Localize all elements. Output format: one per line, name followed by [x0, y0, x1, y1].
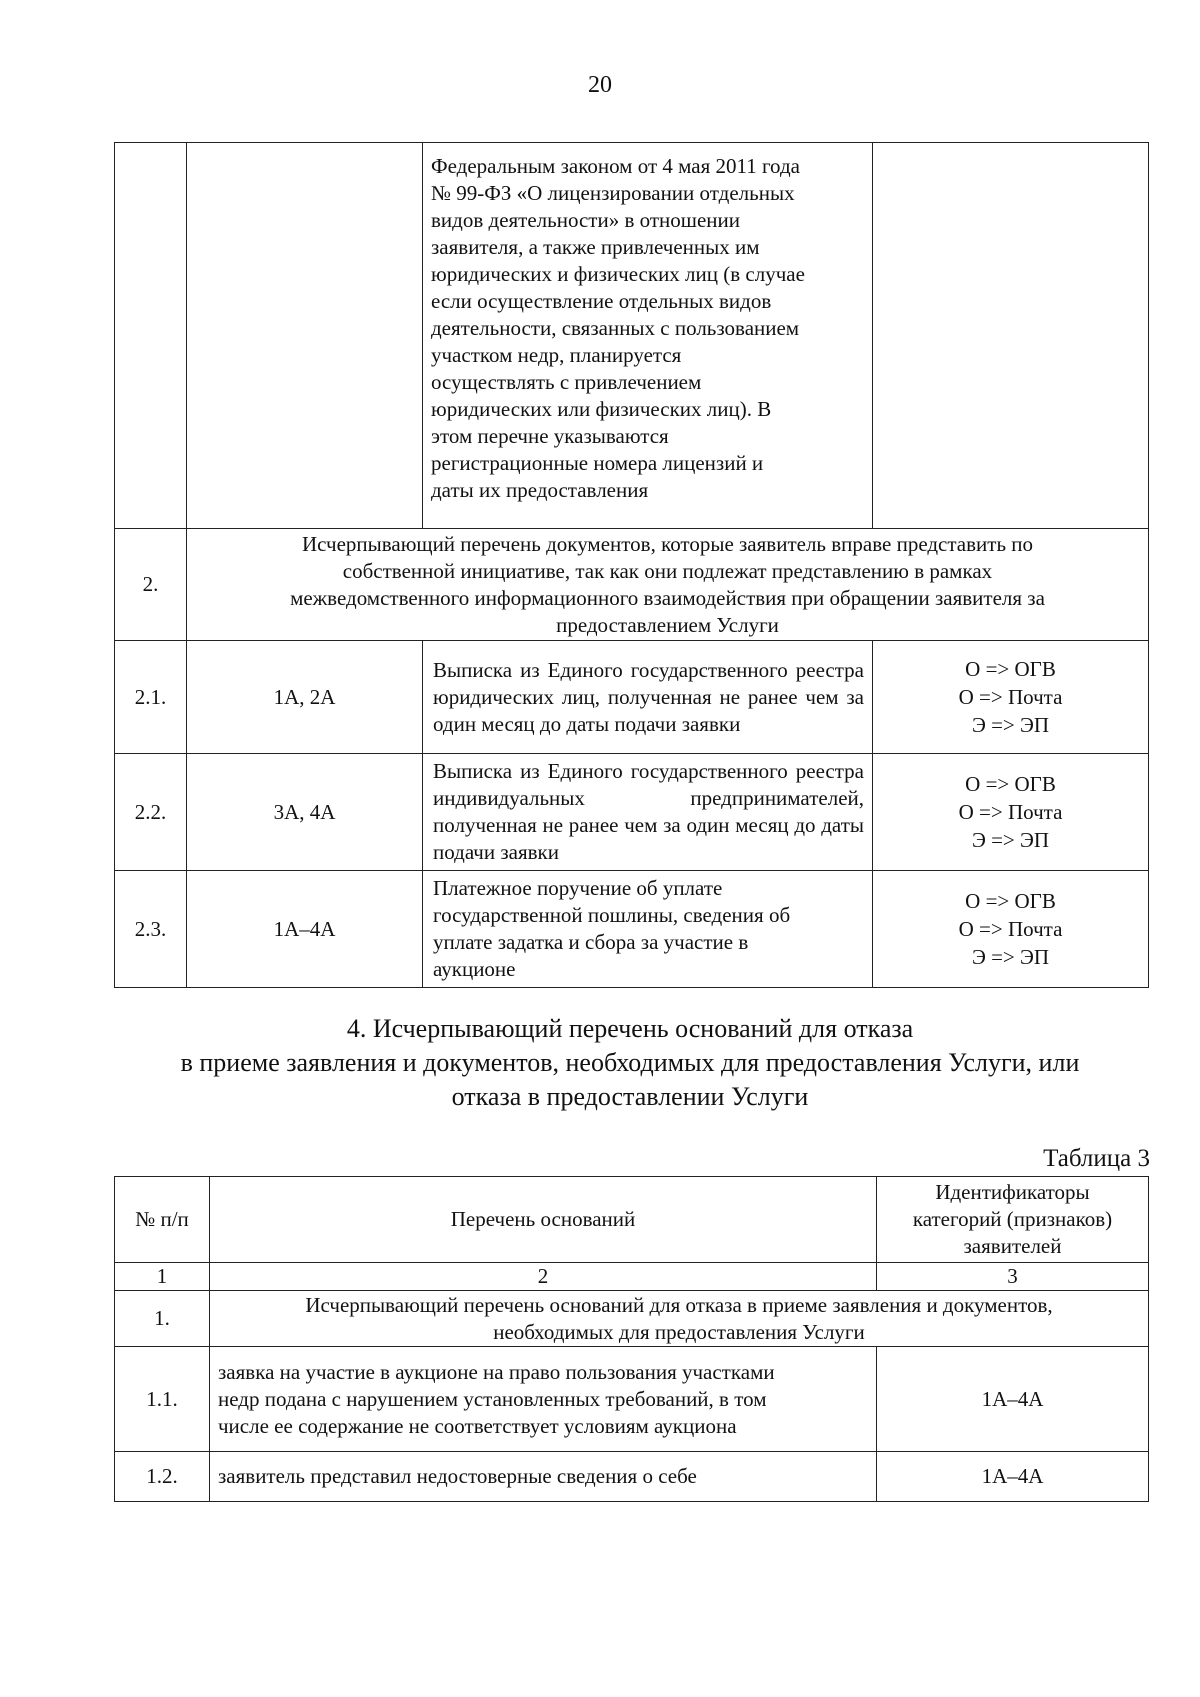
column-number-row: [115, 1263, 1149, 1291]
document-line: осуществлять с привлечением: [431, 370, 702, 394]
document-line: № 99-ФЗ «О лицензировании отдельных: [431, 181, 795, 205]
row-number: 2.2.: [115, 754, 187, 871]
document-line: аукционе: [433, 957, 516, 981]
document-line: если осуществление отдельных видов: [431, 289, 772, 313]
row-submission: [873, 871, 1149, 988]
header-ids-line: Идентификаторы: [935, 1180, 1090, 1204]
section-number: 2.: [115, 529, 187, 641]
ground-line: заявитель представил недостоверные сведения о себе: [218, 1464, 697, 1488]
ground-line: заявка на участие в аукционе на право пользования участками: [218, 1359, 775, 1384]
submission-method: Э => ЭП: [971, 945, 1050, 969]
row-ids: 1А–4А: [877, 1347, 1149, 1452]
section-title: [187, 529, 1149, 641]
row-submission: [873, 641, 1149, 754]
documents-table-continued: [114, 142, 1149, 988]
document-line: уплате задатка и сбора за участие в: [433, 930, 749, 954]
row-ids: 1А–4А: [877, 1452, 1149, 1502]
row-categories: 3А, 4А: [187, 754, 423, 871]
section-title: [210, 1291, 1149, 1347]
document-line: государственной пошлины, сведения об: [433, 903, 791, 927]
column-number: 3: [877, 1263, 1149, 1291]
row-submission: [873, 754, 1149, 871]
submission-method: Э => ЭП: [971, 713, 1050, 737]
table-row: [115, 754, 1149, 871]
section-title-line: Исчерпывающий перечень оснований для отказа в приеме заявления и документов,: [305, 1292, 1053, 1317]
submission-method: О => Почта: [958, 800, 1063, 824]
row-number: 2.1.: [115, 641, 187, 754]
submission-method: Э => ЭП: [971, 828, 1050, 852]
heading-line: 4. Исчерпывающий перечень оснований для отказа: [346, 1014, 914, 1043]
document-line: юридических и физических лиц (в случае: [431, 262, 805, 286]
row-document: [423, 143, 873, 529]
document-line: юридических или физических лиц). В: [431, 397, 772, 421]
section-number: 1.: [115, 1291, 210, 1347]
header-num: № п/п: [115, 1177, 210, 1263]
table-row: [115, 143, 1149, 529]
header-ids-line: категорий (признаков): [912, 1207, 1113, 1231]
row-number: 1.2.: [115, 1452, 210, 1502]
column-number: 2: [210, 1263, 877, 1291]
submission-method: О => Почта: [958, 917, 1063, 941]
submission-method: О => ОГВ: [965, 889, 1056, 913]
table-caption: Таблица 3: [1043, 1145, 1150, 1172]
section-title-line: Исчерпывающий перечень документов, которые заявитель вправе представить по: [301, 531, 1034, 556]
table-row: [115, 1347, 1149, 1452]
row-document: Выписка из Единого государственного реестра индивидуальных предпринимателей, полученная не ранее чем за один месяц до даты подачи заявки: [423, 754, 873, 871]
row-categories: [187, 143, 423, 529]
section-row: [115, 1291, 1149, 1347]
document-line: этом перечне указываются: [431, 424, 669, 448]
row-document: [423, 871, 873, 988]
submission-method: О => ОГВ: [965, 772, 1056, 796]
refusal-grounds-table: [114, 1176, 1149, 1502]
document-line: видов деятельности» в отношении: [431, 208, 740, 232]
table-row: [115, 1452, 1149, 1502]
column-number: 1: [115, 1263, 210, 1291]
document-line: регистрационные номера лицензий и: [431, 451, 764, 475]
header-ids: [877, 1177, 1149, 1263]
document-line: Платежное поручение об уплате: [433, 876, 723, 900]
row-ground: [210, 1347, 877, 1452]
section-title-line: необходимых для предоставления Услуги: [493, 1319, 865, 1344]
ground-line: недр подана с нарушением установленных требований, в том: [218, 1386, 767, 1411]
section-heading: [120, 1012, 1140, 1114]
row-ground: [210, 1452, 877, 1502]
row-number: 2.3.: [115, 871, 187, 988]
row-document: Выписка из Единого государственного реестра юридических лиц, полученная не ранее чем за один месяц до даты подачи заявки: [423, 641, 873, 754]
document-line: участком недр, планируется: [431, 343, 682, 367]
header-grounds: Перечень оснований: [210, 1177, 877, 1263]
table-row: [115, 641, 1149, 754]
page-number: 20: [588, 72, 612, 98]
section-title-line: предоставлением Услуги: [556, 612, 779, 637]
section-title-line: межведомственного информационного взаимодействия при обращении заявителя за: [290, 585, 1045, 610]
section-row: [115, 529, 1149, 641]
document-line: деятельности, связанных с пользованием: [431, 316, 800, 340]
document-line: даты их предоставления: [431, 478, 649, 502]
submission-method: О => Почта: [958, 685, 1063, 709]
document-line: заявителя, а также привлеченных им: [431, 235, 760, 259]
ground-line: числе ее содержание не соответствует условиям аукциона: [218, 1413, 737, 1438]
row-categories: 1А–4А: [187, 871, 423, 988]
header-row: [115, 1177, 1149, 1263]
section-title-line: собственной инициативе, так как они подлежат представлению в рамках: [342, 558, 993, 583]
table-row: [115, 871, 1149, 988]
row-categories: 1А, 2А: [187, 641, 423, 754]
document-line: Федеральным законом от 4 мая 2011 года: [431, 154, 800, 178]
header-ids-line: заявителей: [963, 1234, 1062, 1258]
heading-line: отказа в предоставлении Услуги: [451, 1082, 809, 1111]
row-submission: [873, 143, 1149, 529]
row-number: [115, 143, 187, 529]
submission-method: О => ОГВ: [965, 657, 1056, 681]
row-number: 1.1.: [115, 1347, 210, 1452]
heading-line: в приеме заявления и документов, необходимых для предоставления Услуги, или: [180, 1048, 1080, 1077]
